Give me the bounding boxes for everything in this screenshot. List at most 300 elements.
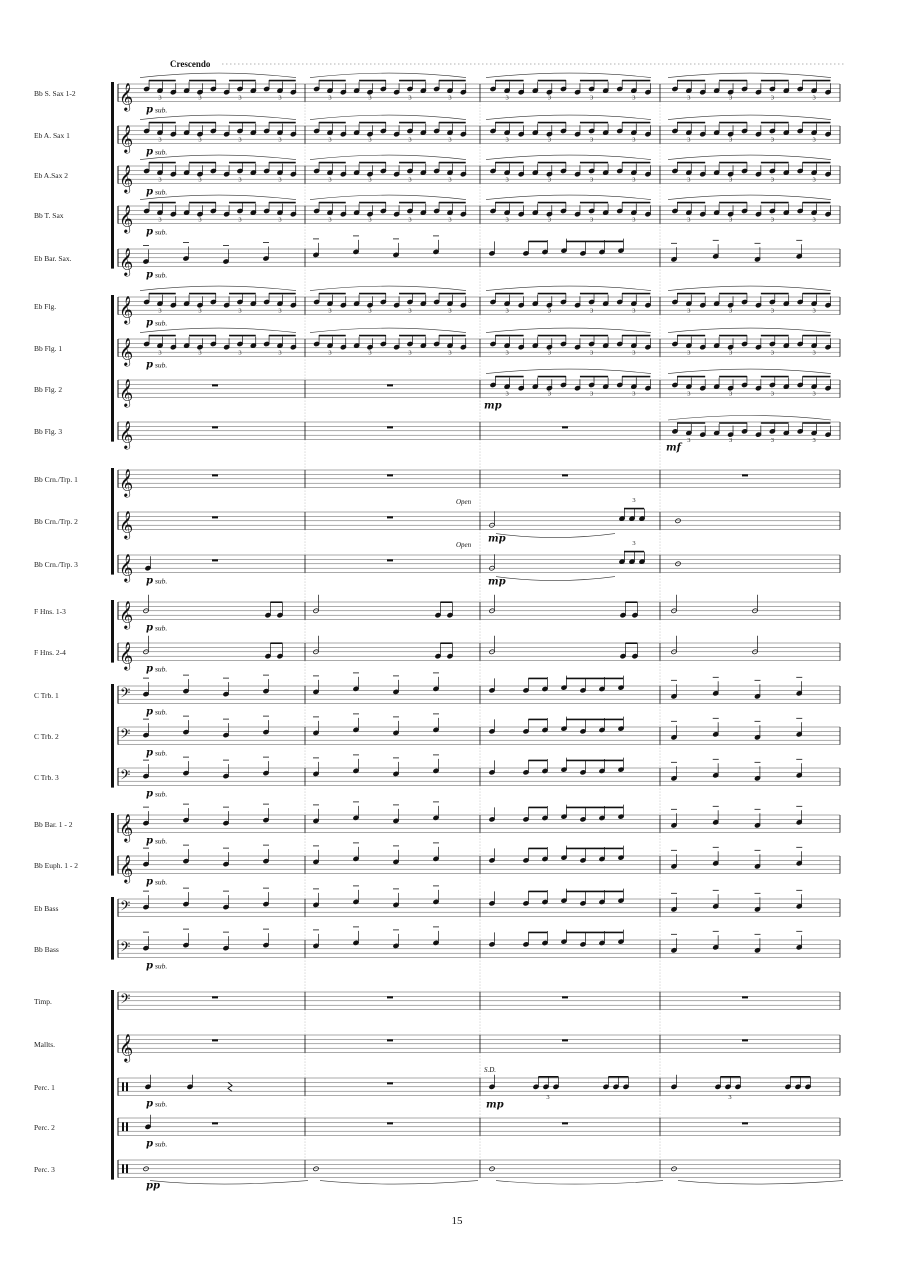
slur xyxy=(486,328,651,333)
staff-8 xyxy=(34,416,840,471)
slur xyxy=(310,195,466,200)
treble-clef-icon: 𝄞 xyxy=(119,813,134,842)
technique-marking: S.D. xyxy=(484,1066,497,1074)
triplet-number: 3 xyxy=(812,390,816,398)
dynamic-marking: p xyxy=(146,622,153,634)
triplet-number: 3 xyxy=(158,349,162,357)
triplet-number: 3 xyxy=(505,94,509,102)
triplet-number: 3 xyxy=(278,307,282,315)
triplet-number: 3 xyxy=(632,176,636,184)
slur xyxy=(310,328,466,333)
triplet-number: 3 xyxy=(729,136,733,144)
percussion-clef-icon xyxy=(122,1082,124,1091)
whole-rest xyxy=(212,996,218,998)
instrument-name: Bb Flg. 3 xyxy=(34,426,63,436)
dynamic-marking: sub. xyxy=(155,961,168,971)
instrument-name: Bb T. Sax xyxy=(34,210,64,220)
bass-clef-icon: 𝄢 xyxy=(120,939,131,959)
dynamic-marking: sub. xyxy=(155,623,168,633)
dynamic-marking: p xyxy=(146,960,153,972)
triplet-number: 3 xyxy=(729,307,733,315)
triplet-number: 3 xyxy=(328,307,332,315)
bass-clef-icon: 𝄢 xyxy=(120,991,131,1011)
slur xyxy=(310,115,466,120)
score-system xyxy=(34,73,843,1192)
dynamic-marking: mf xyxy=(666,442,681,454)
triplet-number: 3 xyxy=(547,349,551,357)
dynamic-marking: p xyxy=(146,269,153,281)
triplet-number: 3 xyxy=(505,390,509,398)
bass-clef-icon: 𝄢 xyxy=(120,898,131,918)
staff-13 xyxy=(34,636,840,686)
triplet-number: 3 xyxy=(238,176,242,184)
tempo-marking: Crescendo xyxy=(170,59,211,69)
slur xyxy=(668,73,831,78)
staff-25 xyxy=(34,1160,843,1192)
whole-rest xyxy=(742,474,748,476)
triplet-number: 3 xyxy=(729,94,733,102)
dynamic-marking: mp xyxy=(488,576,506,588)
triplet-number: 3 xyxy=(770,437,774,444)
staff-19 xyxy=(34,886,840,940)
triplet-number: 3 xyxy=(632,349,636,357)
dynamic-marking: p xyxy=(146,747,153,759)
staff-group-bracket xyxy=(111,990,114,1180)
whole-rest xyxy=(387,1039,393,1041)
triplet-number: 3 xyxy=(812,437,816,444)
whole-rest xyxy=(212,516,218,518)
instrument-name: Eb Bass xyxy=(34,903,59,913)
treble-clef-icon: 𝄞 xyxy=(119,641,134,670)
staff-6 xyxy=(34,328,840,380)
triplet-number: 3 xyxy=(770,216,774,224)
instrument-name: Bb Bass xyxy=(34,944,59,954)
triplet-number: 3 xyxy=(729,349,733,357)
triplet-number: 3 xyxy=(408,94,412,102)
treble-clef-icon: 𝄞 xyxy=(119,600,134,629)
whole-rest xyxy=(212,474,218,476)
instrument-name: Perc. 3 xyxy=(34,1164,55,1174)
whole-rest xyxy=(742,996,748,998)
instrument-name: F Hns. 2-4 xyxy=(34,647,66,657)
triplet-number: 3 xyxy=(547,216,551,224)
triplet-number: 3 xyxy=(368,176,372,184)
triplet-number: 3 xyxy=(408,136,412,144)
triplet-number: 3 xyxy=(770,390,774,398)
treble-clef-icon: 𝄞 xyxy=(119,124,134,153)
triplet-number: 3 xyxy=(687,437,691,444)
whole-rest xyxy=(387,384,393,386)
page-number: 15 xyxy=(451,1215,463,1227)
instrument-name: Bb Crn./Trp. 1 xyxy=(34,474,78,484)
instrument-name: Mallts. xyxy=(34,1039,56,1049)
triplet-number: 3 xyxy=(505,176,509,184)
dynamic-marking: p xyxy=(146,359,153,371)
instrument-name: Timp. xyxy=(34,996,52,1006)
slur xyxy=(486,155,651,160)
instrument-name: Bb Flg. 2 xyxy=(34,384,63,394)
treble-clef-icon: 𝄞 xyxy=(119,553,134,582)
triplet-number: 3 xyxy=(547,176,551,184)
tie xyxy=(678,1181,843,1185)
instrument-name: C Trb. 3 xyxy=(34,772,59,782)
percussion-clef-icon xyxy=(122,1122,124,1131)
staff-9 xyxy=(34,469,840,512)
treble-clef-icon: 𝄞 xyxy=(119,854,134,883)
triplet-number: 3 xyxy=(812,94,816,102)
whole-rest xyxy=(387,516,393,518)
triplet-number: 3 xyxy=(448,136,452,144)
triplet-number: 3 xyxy=(238,307,242,315)
instrument-name: Bb Crn./Trp. 2 xyxy=(34,516,78,526)
staff-group-bracket xyxy=(111,897,114,960)
triplet-number: 3 xyxy=(238,136,242,144)
triplet-number: 3 xyxy=(770,176,774,184)
whole-rest xyxy=(212,426,218,428)
slur xyxy=(486,286,651,291)
triplet-number: 3 xyxy=(198,176,202,184)
dynamic-marking: p xyxy=(146,876,153,888)
dynamic-marking: mp xyxy=(486,1099,504,1111)
staff-22 xyxy=(34,1034,840,1078)
slur xyxy=(140,115,296,120)
dynamic-marking: sub. xyxy=(155,270,168,280)
triplet-number: 3 xyxy=(198,307,202,315)
triplet-number: 3 xyxy=(687,94,691,102)
technique-marking: Open xyxy=(456,541,472,549)
triplet-number: 3 xyxy=(505,307,509,315)
triplet-number: 3 xyxy=(632,497,636,504)
staff-16 xyxy=(34,755,840,815)
triplet-number: 3 xyxy=(505,136,509,144)
staff-10 xyxy=(34,497,840,555)
dynamic-marking: mp xyxy=(484,400,502,412)
dynamic-marking: p xyxy=(146,146,153,158)
triplet-number: 3 xyxy=(278,176,282,184)
dynamic-marking: sub. xyxy=(155,360,168,370)
dynamic-marking: p xyxy=(146,104,153,116)
slur xyxy=(310,73,466,78)
triplet-number: 3 xyxy=(505,349,509,357)
triplet-number: 3 xyxy=(729,216,733,224)
instrument-name: Eb Flg. xyxy=(34,301,57,311)
triplet-number: 3 xyxy=(812,349,816,357)
triplet-number: 3 xyxy=(328,349,332,357)
staff-group-bracket xyxy=(111,684,114,788)
triplet-number: 3 xyxy=(590,136,594,144)
dynamic-marking: sub. xyxy=(155,664,168,674)
triplet-number: 3 xyxy=(687,176,691,184)
triplet-number: 3 xyxy=(278,94,282,102)
triplet-number: 3 xyxy=(687,307,691,315)
triplet-number: 3 xyxy=(770,94,774,102)
whole-rest xyxy=(562,996,568,998)
dynamic-marking: pp xyxy=(146,1180,160,1192)
slur xyxy=(486,115,651,120)
tie xyxy=(320,1181,478,1185)
staff-14 xyxy=(34,673,840,727)
triplet-number: 3 xyxy=(328,176,332,184)
slur xyxy=(140,286,296,291)
triplet-number: 3 xyxy=(687,136,691,144)
triplet-number: 3 xyxy=(448,307,452,315)
triplet-number: 3 xyxy=(812,136,816,144)
whole-rest xyxy=(387,426,393,428)
triplet-number: 3 xyxy=(547,94,551,102)
triplet-number: 3 xyxy=(729,390,733,398)
whole-rest xyxy=(742,1122,748,1124)
triplet-number: 3 xyxy=(328,94,332,102)
triplet-number: 3 xyxy=(448,94,452,102)
triplet-number: 3 xyxy=(812,307,816,315)
staff-24 xyxy=(34,1115,840,1160)
triplet-number: 3 xyxy=(408,176,412,184)
triplet-number: 3 xyxy=(687,216,691,224)
technique-marking: Open xyxy=(456,498,472,506)
triplet-number: 3 xyxy=(368,94,372,102)
slur xyxy=(140,73,296,78)
dynamic-marking: p xyxy=(146,226,153,238)
whole-rest xyxy=(562,1039,568,1041)
dynamic-marking: p xyxy=(146,1098,153,1110)
treble-clef-icon: 𝄞 xyxy=(119,378,134,407)
whole-rest xyxy=(562,426,568,428)
staff-group-bracket xyxy=(111,468,114,575)
treble-clef-icon: 𝄞 xyxy=(119,510,134,539)
triplet-number: 3 xyxy=(198,349,202,357)
whole-rest xyxy=(212,384,218,386)
instrument-name: Bb S. Sax 1-2 xyxy=(34,88,76,98)
treble-clef-icon: 𝄞 xyxy=(119,164,134,193)
dynamic-marking: sub. xyxy=(155,105,168,115)
triplet-number: 3 xyxy=(408,307,412,315)
triplet-number: 3 xyxy=(158,94,162,102)
dynamic-marking: sub. xyxy=(155,877,168,887)
triplet-number: 3 xyxy=(547,390,551,398)
instrument-name: Bb Bar. 1 - 2 xyxy=(34,819,73,829)
instrument-name: Bb Crn./Trp. 3 xyxy=(34,559,78,569)
triplet-number: 3 xyxy=(590,307,594,315)
staff-18 xyxy=(34,843,840,899)
slur xyxy=(668,328,831,333)
whole-rest xyxy=(212,559,218,561)
triplet-number: 3 xyxy=(238,349,242,357)
triplet-number: 3 xyxy=(770,307,774,315)
triplet-number: 3 xyxy=(546,1093,550,1101)
treble-clef-icon: 𝄞 xyxy=(119,420,134,449)
slur xyxy=(668,115,831,120)
dynamic-marking: p xyxy=(146,788,153,800)
staff-20 xyxy=(34,927,840,992)
slur xyxy=(140,328,296,333)
slur xyxy=(486,195,651,200)
slur xyxy=(668,155,831,160)
staff-23 xyxy=(34,1066,840,1118)
dynamic-marking: p xyxy=(146,663,153,675)
triplet-number: 3 xyxy=(278,216,282,224)
slur xyxy=(668,416,831,421)
slur xyxy=(486,73,651,78)
instrument-name: C Trb. 2 xyxy=(34,731,59,741)
instrument-name: Eb Bar. Sax. xyxy=(34,253,72,263)
staff-group-bracket xyxy=(111,813,114,876)
dynamic-marking: sub. xyxy=(155,707,168,717)
whole-rest xyxy=(387,1082,393,1084)
treble-clef-icon: 𝄞 xyxy=(119,204,134,233)
dynamic-marking: sub. xyxy=(155,576,168,586)
whole-rest xyxy=(387,474,393,476)
instrument-name: Perc. 1 xyxy=(34,1082,55,1092)
triplet-number: 3 xyxy=(278,136,282,144)
triplet-number: 3 xyxy=(729,437,733,444)
triplet-number: 3 xyxy=(328,216,332,224)
triplet-number: 3 xyxy=(590,349,594,357)
triplet-number: 3 xyxy=(448,216,452,224)
percussion-clef-icon xyxy=(122,1164,124,1173)
dynamic-marking: sub. xyxy=(155,227,168,237)
triplet-number: 3 xyxy=(448,349,452,357)
whole-rest xyxy=(212,1039,218,1041)
slur xyxy=(668,369,831,374)
staff-17 xyxy=(34,802,840,856)
bass-clef-icon: 𝄢 xyxy=(120,685,131,705)
dynamic-marking: sub. xyxy=(155,789,168,799)
instrument-name: C Trb. 1 xyxy=(34,690,59,700)
dynamic-marking: mp xyxy=(488,533,506,545)
slur xyxy=(668,195,831,200)
whole-rest xyxy=(742,1039,748,1041)
slur xyxy=(310,286,466,291)
staff-11 xyxy=(34,540,840,602)
slur xyxy=(486,369,651,374)
instrument-name: Perc. 2 xyxy=(34,1122,55,1132)
triplet-number: 3 xyxy=(590,176,594,184)
triplet-number: 3 xyxy=(158,216,162,224)
triplet-number: 3 xyxy=(328,136,332,144)
instrument-name: F Hns. 1-3 xyxy=(34,606,66,616)
slur xyxy=(668,286,831,291)
triplet-number: 3 xyxy=(158,176,162,184)
triplet-number: 3 xyxy=(408,349,412,357)
triplet-number: 3 xyxy=(590,216,594,224)
treble-clef-icon: 𝄞 xyxy=(119,337,134,366)
dynamic-marking: sub. xyxy=(155,187,168,197)
dynamic-marking: sub. xyxy=(155,1139,168,1149)
staff-21 xyxy=(34,991,840,1035)
triplet-number: 3 xyxy=(408,216,412,224)
triplet-number: 3 xyxy=(590,390,594,398)
treble-clef-icon: 𝄞 xyxy=(119,82,134,111)
triplet-number: 3 xyxy=(547,307,551,315)
triplet-number: 3 xyxy=(632,307,636,315)
bass-clef-icon: 𝄢 xyxy=(120,726,131,746)
whole-rest xyxy=(562,474,568,476)
triplet-number: 3 xyxy=(198,216,202,224)
triplet-number: 3 xyxy=(368,216,372,224)
staff-group-bracket xyxy=(111,600,114,663)
staff-3 xyxy=(34,195,840,249)
triplet-number: 3 xyxy=(770,136,774,144)
instrument-name: Eb A.Sax 2 xyxy=(34,170,68,180)
triplet-number: 3 xyxy=(812,216,816,224)
treble-clef-icon: 𝄞 xyxy=(119,1033,134,1062)
dynamic-marking: sub. xyxy=(155,748,168,758)
treble-clef-icon: 𝄞 xyxy=(119,468,134,497)
whole-rest xyxy=(387,996,393,998)
triplet-number: 3 xyxy=(687,349,691,357)
slur xyxy=(310,155,466,160)
tie xyxy=(496,534,615,538)
triplet-number: 3 xyxy=(505,216,509,224)
staff-group-bracket xyxy=(111,82,114,269)
dynamic-marking: sub. xyxy=(155,147,168,157)
triplet-number: 3 xyxy=(632,216,636,224)
triplet-number: 3 xyxy=(590,94,594,102)
tie xyxy=(496,577,615,581)
triplet-number: 3 xyxy=(632,136,636,144)
dynamic-marking: sub. xyxy=(155,836,168,846)
triplet-number: 3 xyxy=(198,136,202,144)
triplet-number: 3 xyxy=(238,94,242,102)
percussion-clef-icon xyxy=(126,1164,128,1173)
instrument-name: Bb Euph. 1 - 2 xyxy=(34,860,78,870)
whole-rest xyxy=(387,559,393,561)
dynamic-marking: p xyxy=(146,835,153,847)
triplet-number: 3 xyxy=(368,349,372,357)
triplet-number: 3 xyxy=(547,136,551,144)
tie xyxy=(496,1181,663,1185)
tie xyxy=(150,1181,308,1185)
triplet-number: 3 xyxy=(158,307,162,315)
dynamic-marking: p xyxy=(146,186,153,198)
percussion-clef-icon xyxy=(126,1082,128,1091)
triplet-number: 3 xyxy=(632,390,636,398)
staff-12 xyxy=(34,595,840,643)
treble-clef-icon: 𝄞 xyxy=(119,295,134,324)
instrument-name: Eb A. Sax 1 xyxy=(34,130,70,140)
triplet-number: 3 xyxy=(728,1093,732,1101)
triplet-number: 3 xyxy=(632,540,636,547)
triplet-number: 3 xyxy=(198,94,202,102)
whole-rest xyxy=(387,1122,393,1124)
triplet-number: 3 xyxy=(812,176,816,184)
dynamic-marking: p xyxy=(146,317,153,329)
dynamic-marking: sub. xyxy=(155,1099,168,1109)
triplet-number: 3 xyxy=(238,216,242,224)
triplet-number: 3 xyxy=(729,176,733,184)
dynamic-marking: p xyxy=(146,575,153,587)
instrument-name: Bb Flg. 1 xyxy=(34,343,63,353)
triplet-number: 3 xyxy=(368,307,372,315)
whole-rest xyxy=(212,1122,218,1124)
triplet-number: 3 xyxy=(632,94,636,102)
staff-7 xyxy=(34,369,840,422)
staff-15 xyxy=(34,714,840,768)
triplet-number: 3 xyxy=(448,176,452,184)
dynamic-marking: p xyxy=(146,1138,153,1150)
staff-group-bracket xyxy=(111,295,114,442)
triplet-number: 3 xyxy=(158,136,162,144)
triplet-number: 3 xyxy=(770,349,774,357)
bass-clef-icon: 𝄢 xyxy=(120,767,131,787)
dynamic-marking: p xyxy=(146,706,153,718)
triplet-number: 3 xyxy=(687,390,691,398)
triplet-number: 3 xyxy=(368,136,372,144)
triplet-number: 3 xyxy=(278,349,282,357)
whole-rest xyxy=(562,1122,568,1124)
treble-clef-icon: 𝄞 xyxy=(119,247,134,276)
percussion-clef-icon xyxy=(126,1122,128,1131)
